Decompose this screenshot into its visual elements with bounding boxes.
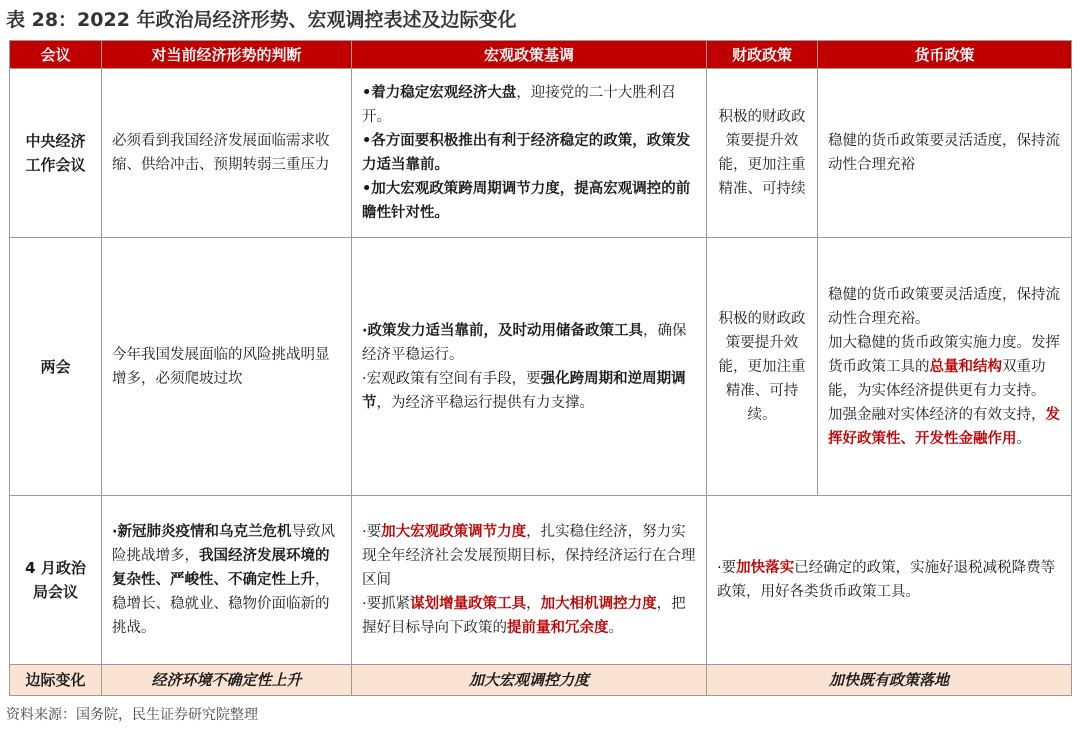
situation-cell: ·新冠肺炎疫情和乌克兰危机导致风险挑战增多，我国经济发展环境的复杂性、严峻性、不确定性上升，稳增长、稳就业、稳物价面临新的挑战。 bbox=[102, 496, 352, 665]
macro-policy-cell: ·政策发力适当靠前，及时动用储备政策工具，确保经济平稳运行。 ·宏观政策有空间有手段，要强化跨周期和逆周期调节，为经济平稳运行提供有力支撑。 bbox=[352, 238, 707, 496]
macro-policy-cell: ·要加大宏观政策调节力度，扎实稳住经济，努力实现全年经济社会发展预期目标，保持经济运行在合理区间 ·要抓紧谋划增量政策工具，加大相机调控力度，把握好目标导向下政策的提前量和冗余度。 bbox=[352, 496, 707, 665]
policy-comparison-table bbox=[9, 40, 1072, 696]
fiscal-policy-cell: 积极的财政政策要提升效能，更加注重精准、可持续 bbox=[707, 69, 818, 238]
situation-cell: 今年我国发展面临的风险挑战明显增多，必须爬坡过坎 bbox=[102, 238, 352, 496]
header-row bbox=[10, 41, 1072, 69]
table-title: 表 28：2022 年政治局经济形势、宏观调控表述及边际变化 bbox=[6, 9, 517, 31]
meeting-name: 中央经济 工作会议 bbox=[10, 69, 102, 238]
header-fiscal-policy: 财政政策 bbox=[707, 41, 818, 69]
summary-situation: 经济环境不确定性上升 bbox=[102, 665, 352, 696]
fiscal-policy-cell: 积极的财政政策要提升效能，更加注重精准、可持续。 bbox=[707, 238, 818, 496]
source-note: 资料来源：国务院，民生证券研究院整理 bbox=[6, 707, 258, 723]
meeting-name: 4 月政治 局会议 bbox=[10, 496, 102, 665]
summary-row bbox=[10, 665, 1072, 696]
fiscal-monetary-cell: ·要加快落实已经确定的政策，实施好退税减税降费等政策，用好各类货币政策工具。 bbox=[707, 496, 1072, 665]
header-macro-policy: 宏观政策基调 bbox=[352, 41, 707, 69]
table-row bbox=[10, 238, 1072, 496]
header-situation: 对当前经济形势的判断 bbox=[102, 41, 352, 69]
summary-macro: 加大宏观调控力度 bbox=[352, 665, 707, 696]
summary-label: 边际变化 bbox=[10, 665, 102, 696]
table-row bbox=[10, 496, 1072, 665]
table-row bbox=[10, 69, 1072, 238]
summary-policy: 加快既有政策落地 bbox=[707, 665, 1072, 696]
monetary-policy-cell: 稳健的货币政策要灵活适度，保持流动性合理充裕 bbox=[818, 69, 1072, 238]
monetary-policy-cell: 稳健的货币政策要灵活适度，保持流动性合理充裕。 加大稳健的货币政策实施力度。发挥货币政策工具的总量和结构双重功能，为实体经济提供更有力支持。 加强金融对实体经济的有效支持，发挥好政策性、开发性金融作用。 bbox=[818, 238, 1072, 496]
situation-cell: 必须看到我国经济发展面临需求收缩、供给冲击、预期转弱三重压力 bbox=[102, 69, 352, 238]
macro-policy-cell: •着力稳定宏观经济大盘，迎接党的二十大胜利召开。 •各方面要积极推出有利于经济稳定的政策，政策发力适当靠前。 •加大宏观政策跨周期调节力度，提高宏观调控的前瞻性针对性。 bbox=[352, 69, 707, 238]
header-monetary-policy: 货币政策 bbox=[818, 41, 1072, 69]
meeting-name: 两会 bbox=[10, 238, 102, 496]
header-meeting: 会议 bbox=[10, 41, 102, 69]
